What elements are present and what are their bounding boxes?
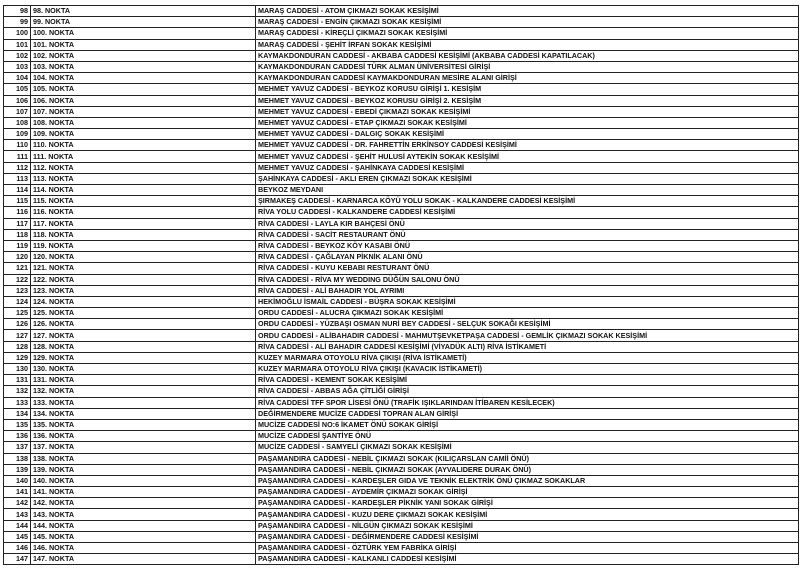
row-number-cell: 106 xyxy=(4,95,31,106)
point-label-cell: 116. NOKTA xyxy=(31,207,256,218)
point-label-cell: 103. NOKTA xyxy=(31,61,256,72)
location-cell: RİVA YOLU CADDESİ - KALKANDERE CADDESİ KESİŞİMİ xyxy=(256,207,799,218)
row-number-cell: 118 xyxy=(4,229,31,240)
table-row xyxy=(4,73,799,84)
row-number-cell: 139 xyxy=(4,464,31,475)
point-label-cell: 112. NOKTA xyxy=(31,162,256,173)
table-row xyxy=(4,218,799,229)
row-number-cell: 105 xyxy=(4,84,31,95)
row-number-cell: 124 xyxy=(4,296,31,307)
location-cell: MEHMET YAVUZ CADDESİ - ŞEHİT HULUSİ AYTEKİN SOKAK KESİŞİMİ xyxy=(256,151,799,162)
table-row xyxy=(4,509,799,520)
location-cell: MARAŞ CADDESİ - ŞEHİT İRFAN SOKAK KESİŞİMİ xyxy=(256,39,799,50)
row-number-cell: 115 xyxy=(4,196,31,207)
location-cell: MUCİZE CADDESİ NO:6 İKAMET ÖNÜ SOKAK GİRİŞİ xyxy=(256,419,799,430)
row-number-cell: 128 xyxy=(4,341,31,352)
table-row xyxy=(4,531,799,542)
row-number-cell: 122 xyxy=(4,274,31,285)
row-number-cell: 129 xyxy=(4,352,31,363)
point-label-cell: 109. NOKTA xyxy=(31,129,256,140)
row-number-cell: 100 xyxy=(4,28,31,39)
location-cell: PAŞAMANDIRA CADDESİ - NEBİL ÇIKMAZI SOKAK (KILIÇARSLAN CAMİİ ÖNÜ) xyxy=(256,453,799,464)
table-body xyxy=(4,6,799,565)
location-cell: DEĞİRMENDERE MUCİZE CADDESİ TOPRAN ALAN GİRİŞİ xyxy=(256,408,799,419)
location-cell: PAŞAMANDIRA CADDESİ - NİLGÜN ÇIKMAZI SOKAK KESİŞİMİ xyxy=(256,520,799,531)
location-cell: RİVA CADDESİ - ABBAS AĞA ÇİTLİĞİ GİRİŞİ xyxy=(256,386,799,397)
row-number-cell: 137 xyxy=(4,442,31,453)
table-row xyxy=(4,95,799,106)
table-row xyxy=(4,397,799,408)
point-label-cell: 130. NOKTA xyxy=(31,364,256,375)
row-number-cell: 107 xyxy=(4,106,31,117)
table-row xyxy=(4,151,799,162)
point-label-cell: 118. NOKTA xyxy=(31,229,256,240)
row-number-cell: 112 xyxy=(4,162,31,173)
location-cell: PAŞAMANDIRA CADDESİ - AYDEMİR ÇIKMAZI SOKAK GİRİŞİ xyxy=(256,487,799,498)
row-number-cell: 116 xyxy=(4,207,31,218)
table-row xyxy=(4,185,799,196)
point-label-cell: 129. NOKTA xyxy=(31,352,256,363)
location-cell: HEKİMOĞLU İSMAİL CADDESİ - BÜŞRA SOKAK KESİŞİMİ xyxy=(256,296,799,307)
point-label-cell: 101. NOKTA xyxy=(31,39,256,50)
location-cell: KAYMAKDONDURAN CADDESİ TÜRK ALMAN ÜNİVERSİTESİ GİRİŞİ xyxy=(256,61,799,72)
row-number-cell: 145 xyxy=(4,531,31,542)
point-label-cell: 137. NOKTA xyxy=(31,442,256,453)
point-label-cell: 99. NOKTA xyxy=(31,17,256,28)
location-cell: MUCİZE CADDESİ - SAMYELİ ÇIKMAZI SOKAK KESİŞİMİ xyxy=(256,442,799,453)
table-row xyxy=(4,308,799,319)
row-number-cell: 109 xyxy=(4,129,31,140)
row-number-cell: 113 xyxy=(4,173,31,184)
table-row xyxy=(4,554,799,565)
table-row xyxy=(4,408,799,419)
point-label-cell: 117. NOKTA xyxy=(31,218,256,229)
point-label-cell: 100. NOKTA xyxy=(31,28,256,39)
location-cell: RİVA CADDESİ - KUYU KEBABI RESTURANT ÖNÜ xyxy=(256,263,799,274)
location-cell: KUZEY MARMARA OTOYOLU RİVA ÇIKIŞI (KAVACIK İSTİKAMETİ) xyxy=(256,364,799,375)
row-number-cell: 108 xyxy=(4,117,31,128)
point-label-cell: 132. NOKTA xyxy=(31,386,256,397)
location-cell: MEHMET YAVUZ CADDESİ - ETAP ÇIKMAZI SOKAK KESİŞİMİ xyxy=(256,117,799,128)
location-cell: MUCİZE CADDESİ ŞANTİYE ÖNÜ xyxy=(256,431,799,442)
point-label-cell: 125. NOKTA xyxy=(31,308,256,319)
table-row xyxy=(4,229,799,240)
point-label-cell: 113. NOKTA xyxy=(31,173,256,184)
row-number-cell: 134 xyxy=(4,408,31,419)
point-label-cell: 147. NOKTA xyxy=(31,554,256,565)
table-row xyxy=(4,61,799,72)
row-number-cell: 102 xyxy=(4,50,31,61)
location-cell: RİVA CADDESİ - ALİ BAHADIR YOL AYRIMI xyxy=(256,285,799,296)
table-row xyxy=(4,453,799,464)
table-row xyxy=(4,375,799,386)
location-cell: RİVA CADDESİ - ÇAĞLAYAN PİKNİK ALANI ÖNÜ xyxy=(256,252,799,263)
location-cell: ORDU CADDESİ - YÜZBAŞI OSMAN NURİ BEY CADDESİ - SELÇUK SOKAĞI KESİŞİMİ xyxy=(256,319,799,330)
point-label-cell: 124. NOKTA xyxy=(31,296,256,307)
row-number-cell: 136 xyxy=(4,431,31,442)
row-number-cell: 117 xyxy=(4,218,31,229)
location-cell: RİVA CADDESİ - BEYKOZ KÖY KASABI ÖNÜ xyxy=(256,240,799,251)
location-cell: PAŞAMANDIRA CADDESİ - ÖZTÜRK YEM FABRİKA GİRİŞİ xyxy=(256,543,799,554)
location-cell: PAŞAMANDIRA CADDESİ - KARDEŞLER GIDA VE TEKNİK ELEKTRİK ÖNÜ ÇIKMAZ SOKAKLAR xyxy=(256,475,799,486)
location-cell: KAYMAKDONDURAN CADDESİ KAYMAKDONDURAN MESİRE ALANI GİRİŞİ xyxy=(256,73,799,84)
table-row xyxy=(4,442,799,453)
point-label-cell: 104. NOKTA xyxy=(31,73,256,84)
point-label-cell: 119. NOKTA xyxy=(31,240,256,251)
row-number-cell: 103 xyxy=(4,61,31,72)
point-label-cell: 121. NOKTA xyxy=(31,263,256,274)
location-cell: RİVA CADDESİ - KEMENT SOKAK KESİŞİMİ xyxy=(256,375,799,386)
table-row xyxy=(4,364,799,375)
point-label-cell: 105. NOKTA xyxy=(31,84,256,95)
location-cell: RİVA CADDESİ - RİVA MY WEDDING DÜĞÜN SALONU ÖNÜ xyxy=(256,274,799,285)
point-label-cell: 143. NOKTA xyxy=(31,509,256,520)
table-row xyxy=(4,274,799,285)
table-row xyxy=(4,252,799,263)
location-cell: ORDU CADDESİ - ALUCRA ÇIKMAZI SOKAK KESİŞİMİ xyxy=(256,308,799,319)
point-label-cell: 102. NOKTA xyxy=(31,50,256,61)
location-cell: MEHMET YAVUZ CADDESİ - DALGIÇ SOKAK KESİŞİMİ xyxy=(256,129,799,140)
table-row xyxy=(4,196,799,207)
location-cell: MEHMET YAVUZ CADDESİ - BEYKOZ KORUSU GİRİŞİ 2. KESİŞİM xyxy=(256,95,799,106)
location-cell: KUZEY MARMARA OTOYOLU RİVA ÇIKIŞI (RİVA İSTİKAMETİ) xyxy=(256,352,799,363)
point-label-cell: 144. NOKTA xyxy=(31,520,256,531)
table-row xyxy=(4,84,799,95)
row-number-cell: 98 xyxy=(4,6,31,17)
row-number-cell: 99 xyxy=(4,17,31,28)
table-row xyxy=(4,240,799,251)
location-cell: ORDU CADDESİ - ALİBAHADIR CADDESİ - MAHMUTŞEVKETPAŞA CADDESİ - GEMLİK ÇIKMAZI SOKAK KESİŞİMİ xyxy=(256,330,799,341)
point-label-cell: 114. NOKTA xyxy=(31,185,256,196)
row-number-cell: 123 xyxy=(4,285,31,296)
point-label-cell: 120. NOKTA xyxy=(31,252,256,263)
row-number-cell: 143 xyxy=(4,509,31,520)
point-label-cell: 110. NOKTA xyxy=(31,140,256,151)
row-number-cell: 130 xyxy=(4,364,31,375)
table-row xyxy=(4,50,799,61)
table-row xyxy=(4,386,799,397)
point-label-cell: 126. NOKTA xyxy=(31,319,256,330)
table-row xyxy=(4,475,799,486)
location-cell: PAŞAMANDIRA CADDESİ - DEĞİRMENDERE CADDESİ KESİŞİMİ xyxy=(256,531,799,542)
row-number-cell: 142 xyxy=(4,498,31,509)
point-label-cell: 133. NOKTA xyxy=(31,397,256,408)
row-number-cell: 126 xyxy=(4,319,31,330)
row-number-cell: 114 xyxy=(4,185,31,196)
point-label-cell: 146. NOKTA xyxy=(31,543,256,554)
location-cell: RİVA CADDESİ - ALİ BAHADIR CADDESİ KESİŞİMİ (VİYADÜK ALTI) RİVA İSTİKAMETİ xyxy=(256,341,799,352)
point-label-cell: 134. NOKTA xyxy=(31,408,256,419)
row-number-cell: 127 xyxy=(4,330,31,341)
point-label-cell: 98. NOKTA xyxy=(31,6,256,17)
table-row xyxy=(4,296,799,307)
table-row xyxy=(4,28,799,39)
location-cell: MARAŞ CADDESİ - ENGİN ÇIKMAZI SOKAK KESİŞİMİ xyxy=(256,17,799,28)
location-cell: RİVA CADDESİ TFF SPOR LİSESİ ÖNÜ (TRAFİK IŞIKLARINDAN İTİBAREN KESİLECEK) xyxy=(256,397,799,408)
point-label-cell: 107. NOKTA xyxy=(31,106,256,117)
point-label-cell: 138. NOKTA xyxy=(31,453,256,464)
table-row xyxy=(4,330,799,341)
location-cell: ŞAHİNKAYA CADDESİ - AKLI EREN ÇIKMAZI SOKAK KESİŞİMİ xyxy=(256,173,799,184)
table-row xyxy=(4,487,799,498)
row-number-cell: 133 xyxy=(4,397,31,408)
table-row xyxy=(4,319,799,330)
table-row xyxy=(4,162,799,173)
location-cell: MARAŞ CADDESİ - KİREÇLİ ÇIKMAZI SOKAK KESİŞİMİ xyxy=(256,28,799,39)
row-number-cell: 140 xyxy=(4,475,31,486)
table-row xyxy=(4,352,799,363)
row-number-cell: 146 xyxy=(4,543,31,554)
table-row xyxy=(4,17,799,28)
point-label-cell: 141. NOKTA xyxy=(31,487,256,498)
point-label-cell: 123. NOKTA xyxy=(31,285,256,296)
row-number-cell: 144 xyxy=(4,520,31,531)
table-row xyxy=(4,285,799,296)
point-label-cell: 128. NOKTA xyxy=(31,341,256,352)
row-number-cell: 125 xyxy=(4,308,31,319)
table-row xyxy=(4,117,799,128)
table-row xyxy=(4,464,799,475)
row-number-cell: 147 xyxy=(4,554,31,565)
point-label-cell: 131. NOKTA xyxy=(31,375,256,386)
point-label-cell: 140. NOKTA xyxy=(31,475,256,486)
road-closure-points-table xyxy=(3,5,799,565)
location-cell: PAŞAMANDIRA CADDESİ - KALKANLI CADDESİ KESİŞİMİ xyxy=(256,554,799,565)
point-label-cell: 142. NOKTA xyxy=(31,498,256,509)
location-cell: PAŞAMANDIRA CADDESİ - KARDEŞLER PİKNİK YANI SOKAK GİRİŞİ xyxy=(256,498,799,509)
row-number-cell: 119 xyxy=(4,240,31,251)
table-row xyxy=(4,207,799,218)
row-number-cell: 111 xyxy=(4,151,31,162)
location-cell: MEHMET YAVUZ CADDESİ - BEYKOZ KORUSU GİRİŞİ 1. KESİŞİM xyxy=(256,84,799,95)
point-label-cell: 127. NOKTA xyxy=(31,330,256,341)
location-cell: BEYKOZ MEYDANI xyxy=(256,185,799,196)
point-label-cell: 115. NOKTA xyxy=(31,196,256,207)
point-label-cell: 145. NOKTA xyxy=(31,531,256,542)
location-cell: PAŞAMANDIRA CADDESİ - NEBİL ÇIKMAZI SOKAK (AYVALIDERE DURAK ÖNÜ) xyxy=(256,464,799,475)
point-label-cell: 135. NOKTA xyxy=(31,419,256,430)
location-cell: RİVA CADDESİ - SACİT RESTAURANT ÖNÜ xyxy=(256,229,799,240)
table-row xyxy=(4,543,799,554)
row-number-cell: 110 xyxy=(4,140,31,151)
location-cell: MARAŞ CADDESİ - ATOM ÇIKMAZI SOKAK KESİŞİMİ xyxy=(256,6,799,17)
table-row xyxy=(4,263,799,274)
table-row xyxy=(4,129,799,140)
point-label-cell: 136. NOKTA xyxy=(31,431,256,442)
row-number-cell: 135 xyxy=(4,419,31,430)
row-number-cell: 131 xyxy=(4,375,31,386)
point-label-cell: 108. NOKTA xyxy=(31,117,256,128)
point-label-cell: 122. NOKTA xyxy=(31,274,256,285)
location-cell: ŞIRMAKEŞ CADDESİ - KARNARCA KÖYÜ YOLU SOKAK - KALKANDERE CADDESİ KESİŞİMİ xyxy=(256,196,799,207)
table-row xyxy=(4,173,799,184)
table-row xyxy=(4,520,799,531)
row-number-cell: 138 xyxy=(4,453,31,464)
row-number-cell: 121 xyxy=(4,263,31,274)
location-cell: MEHMET YAVUZ CADDESİ - DR. FAHRETTİN ERKİNSOY CADDESİ KESİŞİMİ xyxy=(256,140,799,151)
table-row xyxy=(4,341,799,352)
table-row xyxy=(4,39,799,50)
row-number-cell: 101 xyxy=(4,39,31,50)
location-cell: RİVA CADDESİ - LAYLA KIR BAHÇESİ ÖNÜ xyxy=(256,218,799,229)
table-row xyxy=(4,431,799,442)
row-number-cell: 120 xyxy=(4,252,31,263)
table-row xyxy=(4,6,799,17)
point-label-cell: 111. NOKTA xyxy=(31,151,256,162)
row-number-cell: 132 xyxy=(4,386,31,397)
location-cell: MEHMET YAVUZ CADDESİ - EBEDİ ÇIKMAZI SOKAK KESİŞİMİ xyxy=(256,106,799,117)
location-cell: MEHMET YAVUZ CADDESİ - ŞAHİNKAYA CADDESİ KESİŞİMİ xyxy=(256,162,799,173)
row-number-cell: 141 xyxy=(4,487,31,498)
table-row xyxy=(4,140,799,151)
table-row xyxy=(4,106,799,117)
table-row xyxy=(4,419,799,430)
location-cell: KAYMAKDONDURAN CADDESİ - AKBABA CADDESİ KESİŞİMİ (AKBABA CADDESİ KAPATILACAK) xyxy=(256,50,799,61)
location-cell: PAŞAMANDIRA CADDESİ - KUZU DERE ÇIKMAZI SOKAK KESİŞİMİ xyxy=(256,509,799,520)
point-label-cell: 139. NOKTA xyxy=(31,464,256,475)
table-row xyxy=(4,498,799,509)
point-label-cell: 106. NOKTA xyxy=(31,95,256,106)
row-number-cell: 104 xyxy=(4,73,31,84)
